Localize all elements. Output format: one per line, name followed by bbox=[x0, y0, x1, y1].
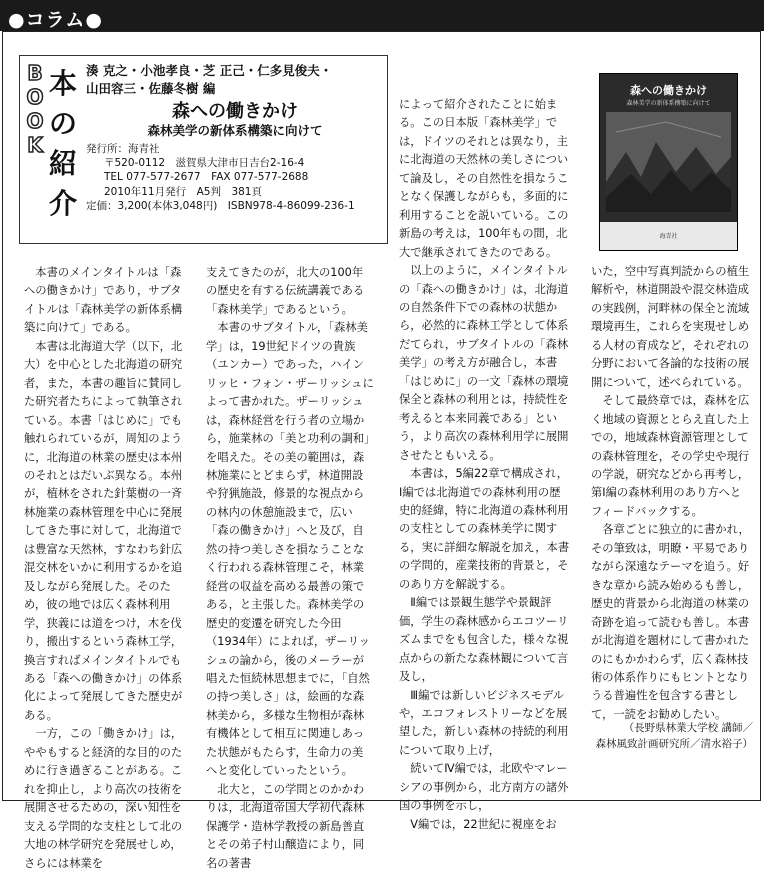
book-intro-char: 介 bbox=[48, 187, 77, 220]
article-column-2 bbox=[206, 264, 374, 873]
column-header bbox=[0, 0, 764, 31]
paragraph: Ⅲ編では新しいビジネスモデルや，エコフォレストリーなどを展望した，新しい森林の持続的利用について取り上げ， bbox=[399, 688, 569, 757]
paragraph: Ⅴ編では，22世紀に視座をお bbox=[410, 817, 557, 831]
column-header-title: ●コラム● bbox=[8, 9, 103, 31]
paragraph: 続いてⅣ編では，北欧やマレーシアの事例から，北方南方の諸外国の事例を示し， bbox=[399, 762, 569, 813]
paragraph: いた，空中写真判読からの植生解析や，林道開設や混交林造成の実践例，河畔林の保全と流域環境再生，これらを実現せしめる人材の育成など，それぞれの分野において各論的な技術の展開について，述べられている。 bbox=[591, 265, 750, 389]
book-info-box bbox=[19, 55, 388, 244]
paragraph: Ⅱ編では景観生態学や景観評価，学生の森林感からエコツーリズムまでをも包含した，様々な視点からの新たな森林観について言及し， bbox=[399, 596, 569, 684]
article-column-4 bbox=[591, 263, 751, 724]
book-intro-char: 本 bbox=[48, 67, 77, 100]
article-page bbox=[2, 31, 761, 870]
paragraph: 本書のサブタイトル，「森林美学」は，19世紀ドイツの貴族（ユンカー）であった，ハインリッヒ・フォン・ザーリッシュによって書かれた。ザーリッシュは，森林経営を行う者の立場から，施業林の「美と功利の調和」を唱えた。その美の範囲は，森林施業にとどまらず，林道開設や狩猟施設，修景的な視点からの林内の休憩施設まで，広い「森の働きかけ」へと及び，自然の持つ美しさを損なうことなく行われる森林管理こそ，林業経営の収益を高める最善の策である，と主張した。森林美学の歴史的変遷を研究した今田（1934年）によれば，ザーリッシュの論から，後のメーラーが唱えた恒続林思想までに，「自然の持つ美しさ」は，絵画的な森林美から，多様な生物相が森林有機体として相互に関連しあった状態がもたらす，生命力の美へと変化していったという。 bbox=[206, 321, 374, 778]
paragraph: そして最終章では，森林を広く地域の資源ととらえ直した上での，地域森林資源管理としての森林管理を，その学史や現行の学説，研究などから再考し，第Ⅰ編の森林利用のあり方へとフィードバックする。 bbox=[591, 394, 750, 518]
authors-line: 湊 克之・小池孝良・芝 正己・仁多見俊夫・ bbox=[86, 63, 333, 78]
paragraph: 本書は北海道大学（以下，北大）を中心とした北海道の研究者，また，本書の趣旨に賛同した研究者たちによって執筆されている。本書「はじめに」でも触れられているが，周知のように，北海道の林業の歴史は本州のそれとはだいぶ異なる。本州が，植林をされた針葉樹の一斉林施業の森林管理を中心に発展してきた事に対して，北海道では豊富な天然林，すなわち針広混交林をいかに利用するかを追及しながら発展した。そのため，彼の地では広く森林利用学，狭義には道をつけ，木を伐り，搬出するという森林工学，換言すればメインタイトルでもある「森への働きかけ」の体系化によって発展してきた歴史がある。 bbox=[24, 339, 183, 722]
book-intro-char: 紹 bbox=[48, 147, 77, 180]
cover-title: 森への働きかけ bbox=[630, 84, 707, 97]
paragraph: 一方，この「働きかけ」は，ややもすると経済的な目的のために行き過ぎることがある。これを抑止し，より高次の技術を展開させるための，深い知性を支える学問的な支柱として北の大地の林学研究を発展せしめ，さらには林業を bbox=[24, 727, 183, 870]
reviewer-credit-line: （長野県林業大学校 講師／ bbox=[623, 722, 753, 734]
cover-publisher: 海青社 bbox=[659, 233, 678, 240]
book-intro-char: の bbox=[48, 107, 77, 140]
authors-line: 山田容三・佐藤冬樹 編 bbox=[86, 81, 216, 96]
book-label-letter: K bbox=[27, 133, 43, 157]
publication-date: 2010年11月発行 A5判 381頁 bbox=[104, 185, 262, 198]
forest-illustration bbox=[606, 112, 731, 212]
book-label-letter: O bbox=[26, 109, 44, 133]
cover-forest-photo bbox=[606, 112, 731, 212]
book-label-letter: O bbox=[26, 85, 44, 109]
book-info-details bbox=[86, 62, 384, 213]
book-intro-label bbox=[48, 64, 78, 224]
paragraph: 以上のように，メインタイトルの「森への働きかけ」は，北海道の自然条件下での森林の状態から，必然的に森林工学として体系だてられ，サブタイトルの「森林美学」の考え方が融合し，本書「はじめに」の一文「森林の環境保全と森林の利用とは，持続性を考えると本来同義である」という，より高次の森林利用学に展開させたともいえる。 bbox=[399, 264, 569, 462]
book-cover-image bbox=[599, 73, 738, 251]
cover-subtitle: 森林美学の新体系構築に向けて bbox=[626, 100, 711, 107]
publisher-phone: TEL 077-577-2677 FAX 077-577-2688 bbox=[104, 171, 309, 184]
paragraph: 本書のメインタイトルは「森への働きかけ」であり，サブタイトルは「森林美学の新体系構築に向けて」である。 bbox=[24, 266, 183, 335]
book-label-letter: B bbox=[27, 61, 43, 85]
book-vertical-label bbox=[24, 62, 46, 237]
book-subtitle: 森林美学の新体系構築に向けて bbox=[147, 123, 323, 138]
paragraph: によって紹介されたことに始まる。この日本版「森林美学」では，ドイツのそれとは異なり，主に北海道の天然林の美しさについて論及し，その自然性を損なうことなく保護しながらも，多面的に利用することを説いている。この新島の考えは，100年もの間，北大で継承されてきたのである。 bbox=[399, 98, 569, 259]
book-title: 森への働きかけ bbox=[172, 101, 298, 122]
article-column-3 bbox=[399, 96, 571, 834]
paragraph: 北大と，この学問とのかかわりは，北海道帝国大学初代森林保護学・造林学教授の新島善直とその弟子村山醸造により，同名の著書 bbox=[206, 782, 365, 870]
publisher: 発行所：海青社 bbox=[86, 143, 160, 155]
article-column-1 bbox=[24, 264, 192, 873]
paragraph: 本書は，5編22章で構成され，Ⅰ編では北海道での森林利用の歴史的経緯，特に北海道の森林利用の支柱としての森林美学に関する，実に詳細な解説を加え，本書の学問的，産業技術的背景と，そのあり方を解説する。 bbox=[399, 467, 570, 591]
paragraph: 支えてきたのが，北大の100年の歴史を有する伝統講義である「森林美学」であるという。 bbox=[206, 266, 365, 316]
publisher-address: 〒520-0112 滋賀県大津市日吉台2-16-4 bbox=[104, 157, 305, 170]
paragraph: 各章ごとに独立的に書かれ，その筆致は，明瞭・平易でありながら深遠なテーマを追う。好きな章から読み始めるも善し，歴史的背景から北海道の林業の奇跡を追って読むも善し。本書が北海道を題材にして書かれたのにもかかわらず，広く森林技術の体系作りにもヒントとなりうる普遍性を包含する書として，一読をお勧めしたい。 bbox=[591, 523, 750, 721]
reviewer-credit-line: 森林風致計画研究所／清水裕子） bbox=[595, 738, 753, 750]
reviewer-credit bbox=[591, 720, 753, 752]
price-isbn: 定価：3,200(本体3,048円) ISBN978-4-86099-236-1 bbox=[86, 199, 355, 212]
